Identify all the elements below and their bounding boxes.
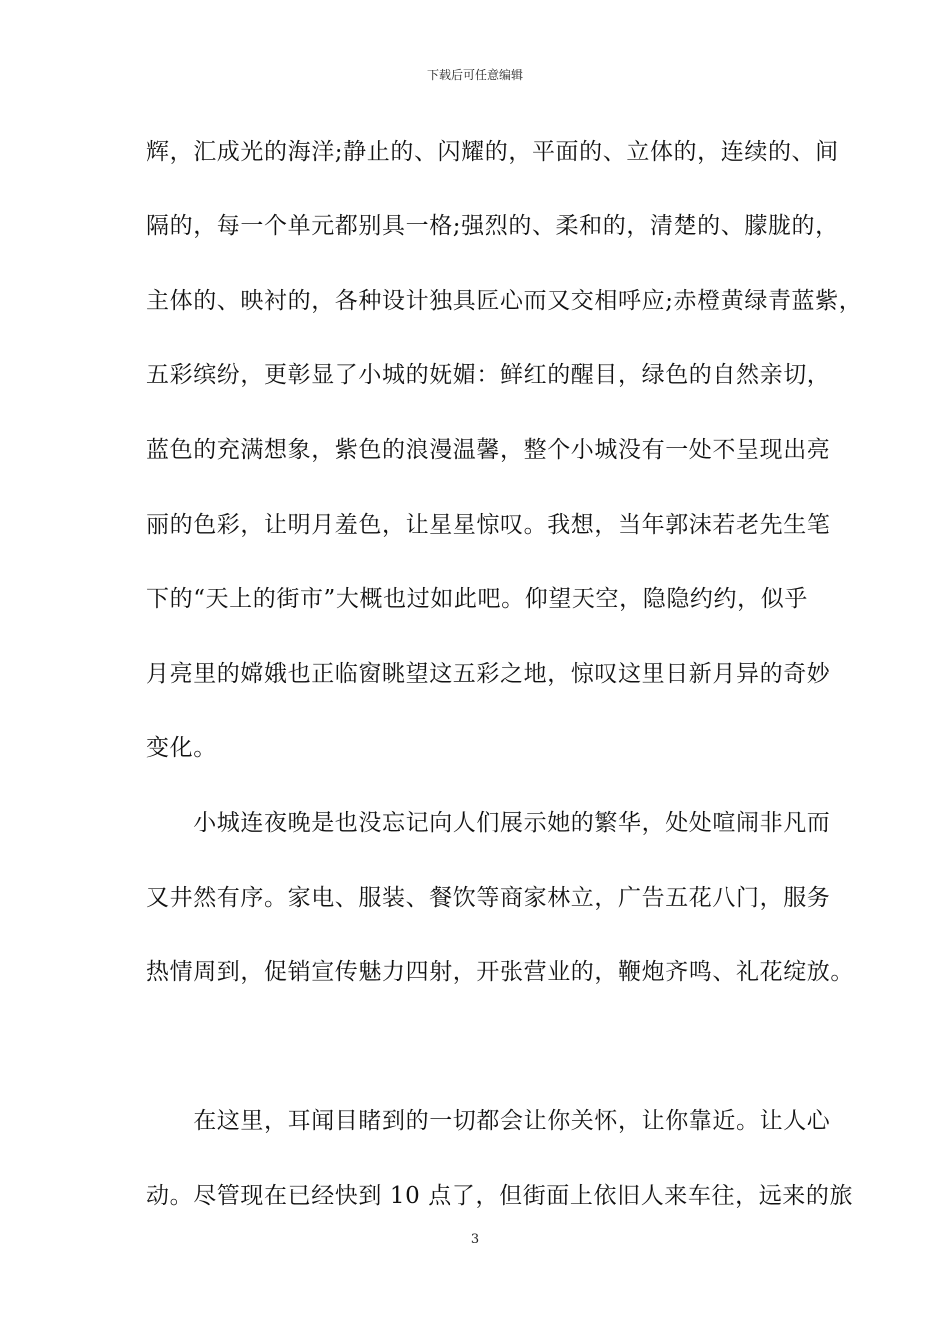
page-number: 3	[470, 1232, 480, 1247]
body-line: 五彩缤纷，更彰显了小城的妩媚：鲜红的醒目，绿色的自然亲切，	[146, 362, 831, 388]
body-line: 辉，汇成光的海洋;静止的、闪耀的，平面的、立体的，连续的、间	[146, 139, 839, 165]
body-line: 隔的，每一个单元都别具一格;强烈的、柔和的，清楚的、朦胧的，	[146, 213, 839, 239]
body-line: 蓝色的充满想象，紫色的浪漫温馨，整个小城没有一处不呈现出亮	[146, 437, 831, 463]
page-header: 下载后可任意编辑	[426, 68, 523, 82]
paragraph-start-line: 在这里，耳闻目睹到的一切都会让你关怀，让你靠近。让人心	[146, 1108, 831, 1134]
body-line: 动。尽管现在已经快到 10 点了，但街面上依旧人来车往，远来的旅	[146, 1183, 854, 1209]
body-line: 变化。	[146, 735, 217, 761]
body-line: 丽的色彩，让明月羞色，让星星惊叹。我想，当年郭沫若老先生笔	[146, 512, 831, 538]
body-line: 月亮里的嫦娥也正临窗眺望这五彩之地，惊叹这里日新月异的奇妙	[146, 661, 831, 687]
paragraph-start-line: 小城连夜晚是也没忘记向人们展示她的繁华，处处喧闹非凡而	[146, 810, 831, 836]
body-line: 又井然有序。家电、服装、餐饮等商家林立，广告五花八门，服务	[146, 885, 831, 911]
body-line: 主体的、映衬的，各种设计独具匠心而又交相呼应;赤橙黄绿青蓝紫，	[146, 288, 863, 314]
body-line: 热情周到，促销宣传魅力四射，开张营业的，鞭炮齐鸣、礼花绽放。	[146, 959, 854, 985]
body-line: 下的“天上的街市”大概也过如此吧。仰望天空，隐隐约约，似乎	[146, 586, 808, 612]
